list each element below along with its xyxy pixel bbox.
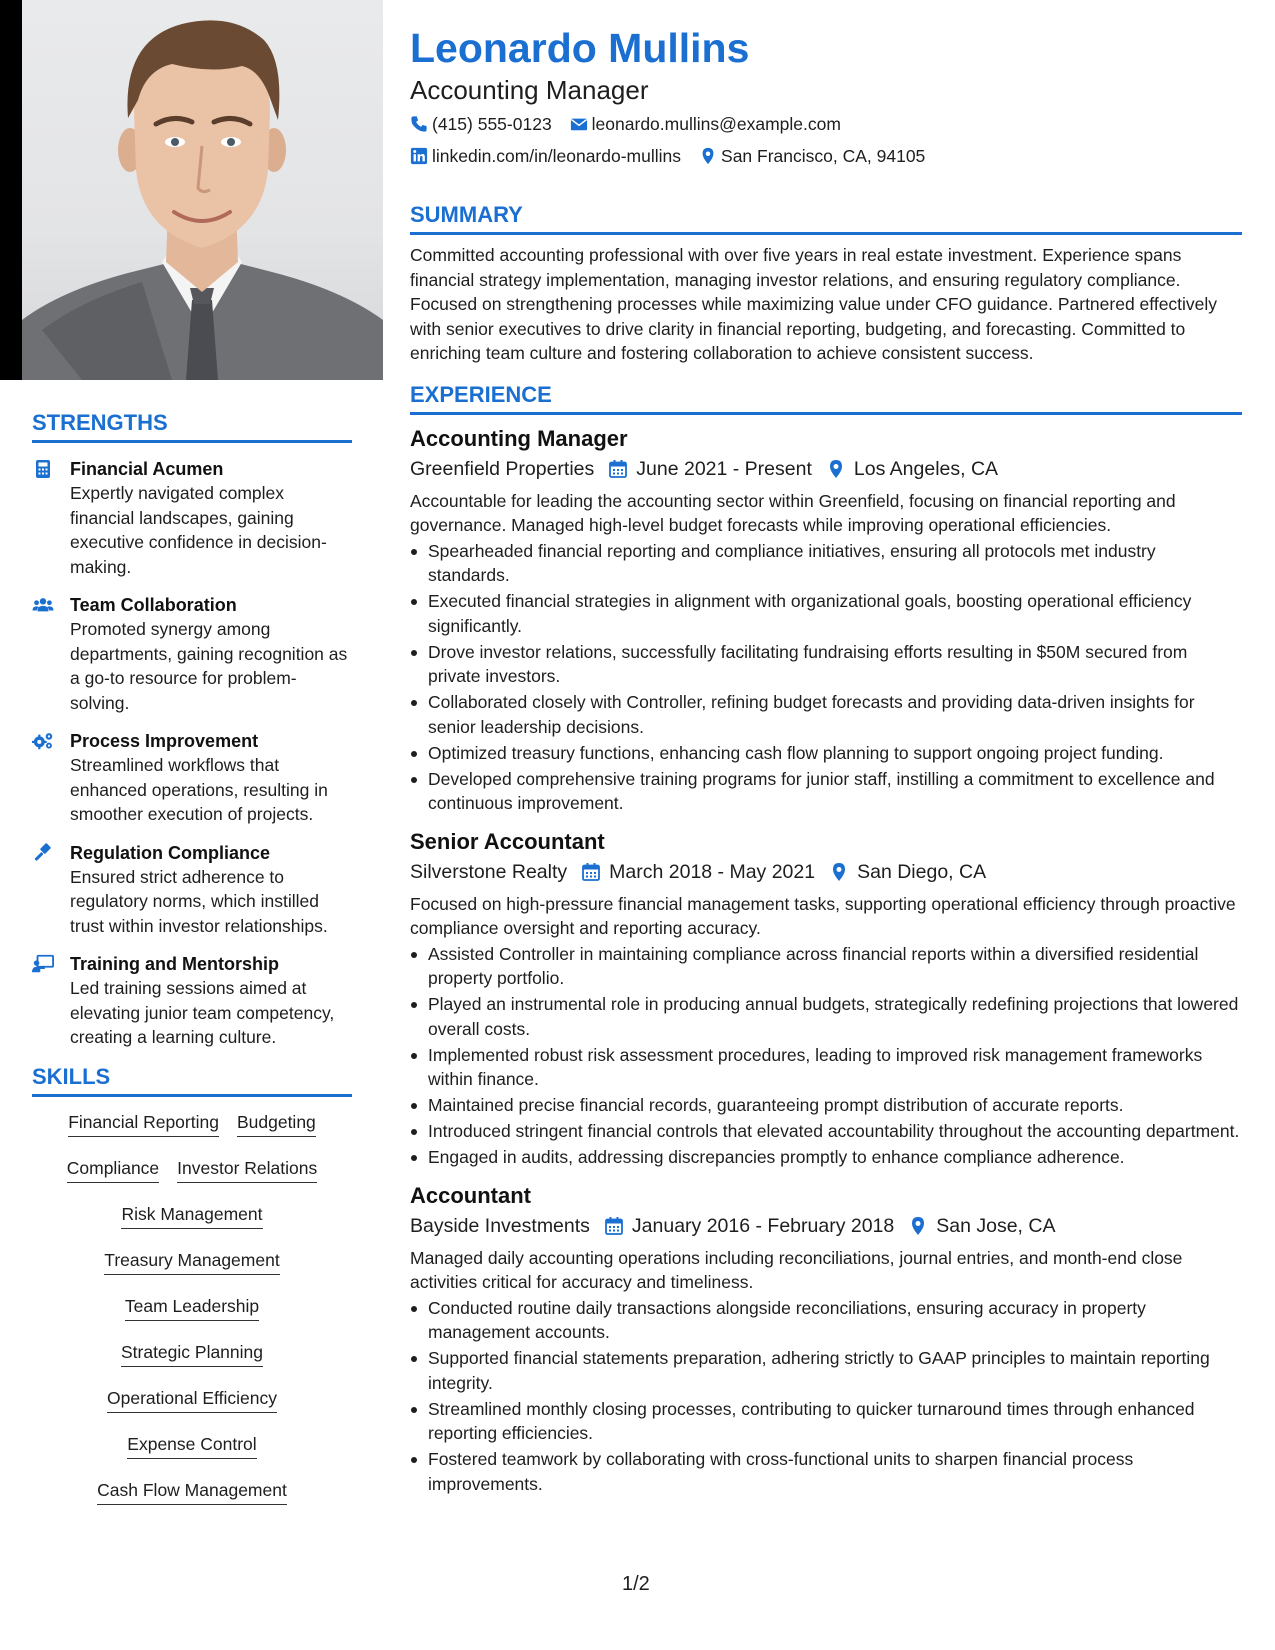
contact-row: [410, 112, 1242, 136]
phone-text: (415) 555-0123: [432, 114, 552, 134]
skill-tag: Budgeting: [237, 1111, 316, 1137]
map-pin-icon: [699, 147, 717, 165]
job-description: Focused on high-pressure financial management tasks, supporting operational efficiency through proactive compliance oversight and reporting accuracy.: [410, 893, 1236, 938]
page-number: 1/2: [622, 1573, 650, 1595]
bullet-item: Maintained precise financial records, guaranteeing prompt distribution of accurate reports.: [410, 1093, 1242, 1118]
bullet-item: Fostered teamwork by collaborating with cross-functional units to sharpen financial process improvements.: [410, 1447, 1242, 1496]
candidate-name: Leonardo Mullins: [410, 25, 750, 71]
skills-heading: SKILLS: [32, 1064, 352, 1097]
strengths-list: [32, 457, 352, 1050]
contact-phone[interactable]: [410, 112, 552, 136]
experience-section: [410, 382, 1242, 1497]
map-pin-icon: [908, 1216, 928, 1236]
linkedin-text: linkedin.com/in/leonardo-mullins: [432, 146, 682, 166]
job-location: San Diego, CA: [857, 860, 987, 883]
summary-section: [410, 202, 1242, 366]
strength-description: Led training sessions aimed at elevating junior team competency, creating a learning culture.: [70, 978, 335, 1047]
strength-title: Team Collaboration: [70, 595, 237, 615]
bullet-item: Conducted routine daily transactions alongside reconciliations, ensuring accuracy in property management accounts.: [410, 1296, 1242, 1345]
right-column: [410, 24, 1242, 1498]
job-bullets: [410, 1296, 1242, 1497]
bullet-item: Supported financial statements preparation, adhering strictly to GAAP principles to maintain reporting integrity.: [410, 1346, 1242, 1395]
skill-tag: Strategic Planning: [121, 1341, 263, 1367]
phone-icon: [410, 115, 428, 133]
strengths-heading: STRENGTHS: [32, 410, 352, 443]
strength-description: Promoted synergy among departments, gaining recognition as a go-to resource for problem-solving.: [70, 619, 348, 713]
skill-tag: Team Leadership: [125, 1295, 259, 1321]
job-title: Senior Accountant: [410, 828, 605, 854]
gavel-icon: [32, 841, 70, 939]
bullet-item: Engaged in audits, addressing discrepancies promptly to enhance compliance adherence.: [410, 1145, 1242, 1170]
job-entry: [410, 1182, 1242, 1497]
job-location: Los Angeles, CA: [853, 457, 999, 480]
job-entry: [410, 425, 1242, 816]
bullet-item: Played an instrumental role in producing annual budgets, strategically redefining projections that lowered overall costs.: [410, 992, 1242, 1041]
skill-tag: Cash Flow Management: [97, 1479, 287, 1505]
map-pin-icon: [829, 862, 849, 882]
chalkboard-teacher-icon: [32, 952, 70, 1050]
email-text: leonardo.mullins@example.com: [591, 114, 841, 134]
calculator-icon: [32, 457, 70, 579]
job-title: Accounting Manager: [410, 425, 628, 451]
strength-item: [32, 729, 352, 827]
portrait-illustration: [22, 0, 383, 380]
candidate-role: Accounting Manager: [410, 75, 649, 105]
location-text: San Francisco, CA, 94105: [721, 146, 926, 166]
calendar-icon: [581, 862, 601, 882]
calendar-icon: [604, 1216, 624, 1236]
job-dates: June 2021 - Present: [636, 457, 812, 480]
bullet-item: Developed comprehensive training programs for junior staff, instilling a commitment to excellence and continuous improvement.: [410, 767, 1242, 816]
profile-photo: [22, 0, 383, 380]
bullet-item: Drove investor relations, successfully facilitating fundraising efforts resulting in $50M secured from private investors.: [410, 640, 1242, 689]
job-company: Silverstone Realty: [410, 860, 568, 883]
calendar-icon: [608, 459, 628, 479]
strength-title: Process Improvement: [70, 731, 259, 751]
skill-tag: Expense Control: [127, 1433, 256, 1459]
job-description: Accountable for leading the accounting sector within Greenfield, focusing on financial reporting and governance. Managed high-level budget forecasts while improving operational efficiencies.: [410, 490, 1176, 535]
strength-description: Ensured strict adherence to regulatory norms, which instilled trust within investor relationships.: [70, 866, 328, 936]
job-meta: [410, 858, 1242, 886]
strength-title: Financial Acumen: [70, 459, 224, 479]
bullet-item: Assisted Controller in maintaining compliance across financial reports within a diversified residential property portfolio.: [410, 942, 1242, 991]
bullet-item: Implemented robust risk assessment procedures, leading to improved risk management frameworks within finance.: [410, 1043, 1242, 1092]
bullet-item: Optimized treasury functions, enhancing cash flow planning to support ongoing project funding.: [410, 741, 1242, 766]
strength-item: [32, 593, 352, 715]
strength-description: Streamlined workflows that enhanced operations, resulting in smoother execution of projects.: [70, 755, 328, 824]
strength-item: [32, 841, 352, 939]
summary-text: Committed accounting professional with over five years in real estate investment. Experience spans financial strategy implementation, managing investor relations, and ensuring regulatory compliance. Focused on strengthening processes while maximizing value under CFO guidance. Partnered effectively with senior executives to drive clarity in financial reporting, budgeting, and forecasting. Committed to enriching team culture and fostering collaboration to achieve consistent success.: [410, 245, 1218, 363]
strength-title: Training and Mentorship: [70, 954, 280, 974]
job-meta: [410, 1212, 1242, 1240]
job-dates: March 2018 - May 2021: [609, 860, 816, 883]
strength-title: Regulation Compliance: [70, 842, 271, 863]
strength-description: Expertly navigated complex financial landscapes, gaining executive confidence in decision-making.: [70, 483, 327, 577]
bullet-item: Collaborated closely with Controller, refining budget forecasts and providing data-driven insights for senior leadership decisions.: [410, 690, 1242, 739]
linkedin-icon: [410, 147, 428, 165]
job-bullets: [410, 539, 1242, 816]
strength-item: [32, 952, 352, 1050]
skill-tag: Operational Efficiency: [107, 1387, 277, 1413]
map-pin-icon: [826, 459, 846, 479]
gears-icon: [32, 729, 70, 827]
job-description: Managed daily accounting operations including reconciliations, journal entries, and month-end close activities critical for accuracy and timeliness.: [410, 1247, 1183, 1292]
contact-email[interactable]: [570, 112, 841, 136]
bullet-item: Streamlined monthly closing processes, contributing to quicker turnaround times through enhanced reporting efficiencies.: [410, 1397, 1242, 1446]
skill-tag: Compliance: [67, 1157, 159, 1183]
job-location: San Jose, CA: [936, 1214, 1056, 1237]
skill-tag: Treasury Management: [104, 1249, 279, 1275]
left-column: [32, 410, 352, 1525]
contact-linkedin[interactable]: [410, 144, 681, 168]
profile-photo-frame: [0, 0, 383, 380]
users-icon: [32, 593, 70, 715]
summary-heading: SUMMARY: [410, 202, 1242, 235]
job-meta: [410, 455, 1242, 483]
envelope-icon: [570, 115, 588, 133]
experience-heading: EXPERIENCE: [410, 382, 1242, 415]
bullet-item: Spearheaded financial reporting and compliance initiatives, ensuring all protocols met industry standards.: [410, 539, 1242, 588]
job-company: Greenfield Properties: [410, 457, 595, 480]
contact-location: [699, 144, 925, 168]
strength-item: [32, 457, 352, 579]
job-dates: January 2016 - February 2018: [631, 1214, 895, 1237]
skills-list: [32, 1111, 352, 1525]
contact-row: [410, 144, 1242, 168]
skill-tag: Financial Reporting: [68, 1111, 219, 1137]
job-entry: [410, 828, 1242, 1170]
bullet-item: Executed financial strategies in alignment with organizational goals, boosting operational efficiency significantly.: [410, 589, 1242, 638]
skill-tag: Investor Relations: [177, 1157, 317, 1183]
skill-tag: Risk Management: [121, 1203, 262, 1229]
job-company: Bayside Investments: [410, 1214, 590, 1237]
bullet-item: Introduced stringent financial controls that elevated accountability throughout the accounting department.: [410, 1119, 1242, 1144]
job-title: Accountant: [410, 1182, 531, 1208]
job-bullets: [410, 942, 1242, 1170]
